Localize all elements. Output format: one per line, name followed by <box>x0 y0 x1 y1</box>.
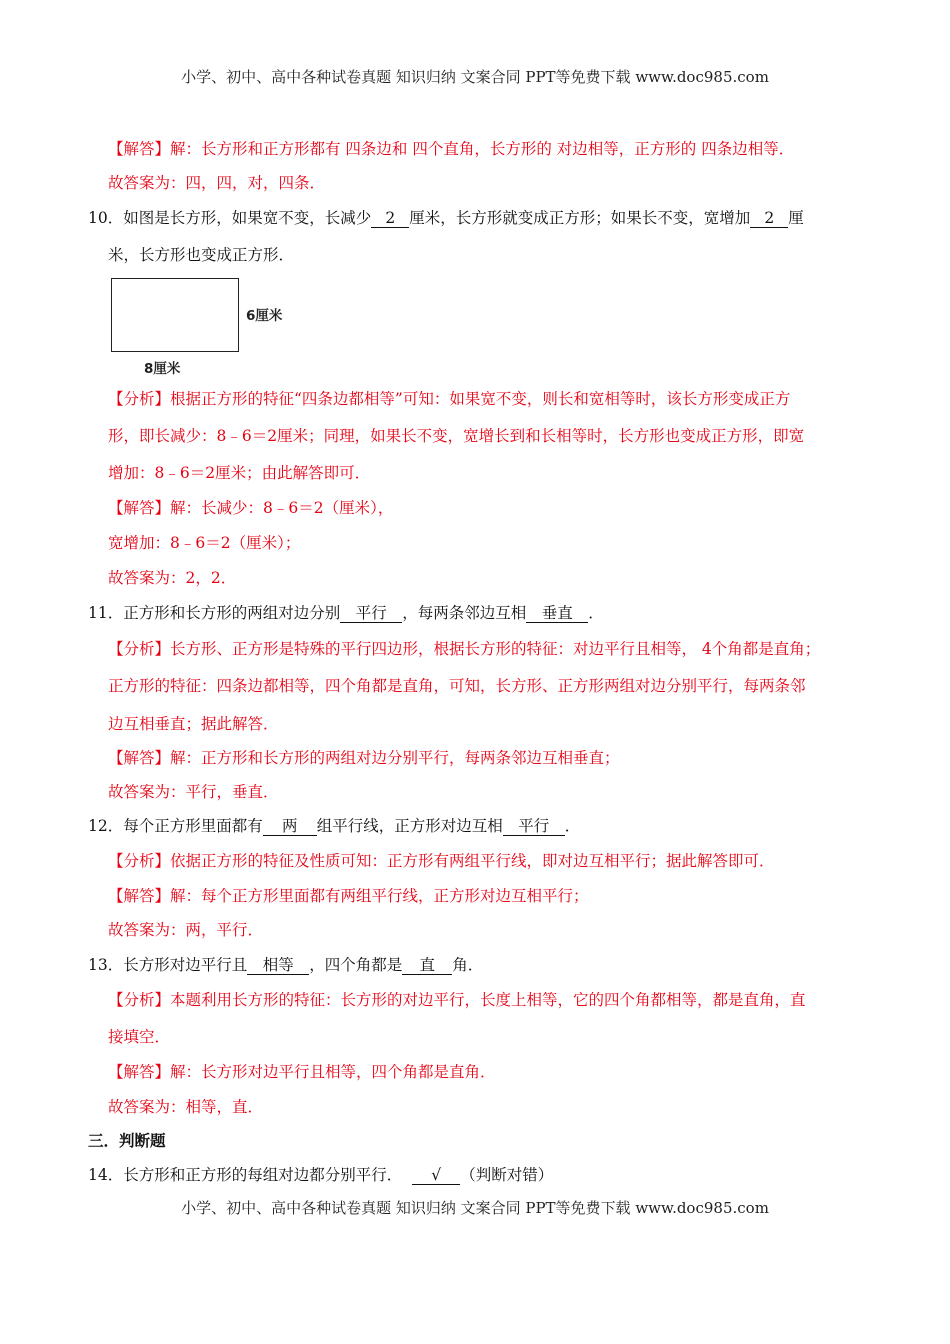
q11-stem <box>88 603 604 623</box>
q13-text-2: ，四个角都是 <box>309 956 403 974</box>
q10-text-3: 厘 <box>788 209 804 227</box>
q11-text-3: ． <box>588 604 604 622</box>
q10-answer-1: 【解答】解：长减少：8﹣6＝2（厘米）， <box>108 499 394 517</box>
q13-answer: 【解答】解：长方形对边平行且相等，四个角都是直角． <box>108 1063 496 1081</box>
q13-blank-2: 直 <box>402 956 452 975</box>
q10-final-answer: 故答案为：2，2． <box>108 569 237 587</box>
q12-blank-2: 平行 <box>503 817 565 836</box>
q11-analysis-1: 【分析】长方形、正方形是特殊的平行四边形，根据长方形的特征：对边平行且相等， 4个角都是直角； <box>108 640 821 658</box>
q12-text-1: 每个正方形里面都有 <box>123 817 263 835</box>
q10-analysis-3: 增加：8﹣6＝2厘米；由此解答即可． <box>108 464 371 482</box>
q10-blank-1: 2 <box>371 209 409 228</box>
q12-final-answer: 故答案为：两，平行． <box>108 921 264 939</box>
q10-stem-cont: 米，长方形也变成正方形． <box>108 246 295 264</box>
q11-answer: 【解答】解：正方形和长方形的两组对边分别平行，每两条邻边互相垂直； <box>108 749 620 767</box>
q14-number: 14． <box>88 1166 124 1184</box>
width-label: 6厘米 <box>246 308 283 324</box>
q14-text-1: 长方形和正方形的每组对边都分别平行． <box>123 1166 403 1184</box>
q12-number: 12． <box>88 817 124 835</box>
q10-blank-2: 2 <box>750 209 788 228</box>
q14-text-2: （判断对错） <box>460 1166 554 1184</box>
q10-stem <box>88 208 804 228</box>
q9-final-answer: 故答案为：四，四，对，四条． <box>108 174 326 192</box>
q11-blank-2: 垂直 <box>526 604 588 623</box>
q10-number: 10． <box>88 209 124 227</box>
q11-text-2: ，每两条邻边互相 <box>402 604 527 622</box>
q13-analysis-2: 接填空． <box>108 1028 171 1046</box>
q11-number: 11． <box>88 604 124 622</box>
q12-stem <box>88 816 580 836</box>
q11-final-answer: 故答案为：平行，垂直． <box>108 783 279 801</box>
q12-analysis: 【分析】依据正方形的特征及性质可知：正方形有两组平行线，即对边互相平行；据此解答即可． <box>108 852 775 870</box>
q10-text-2: 厘米，长方形就变成正方形；如果长不变，宽增加 <box>409 209 751 227</box>
q13-blank-1: 相等 <box>247 956 309 975</box>
q13-text-1: 长方形对边平行且 <box>123 956 248 974</box>
q10-analysis-1: 【分析】根据正方形的特征“四条边都相等”可知：如果宽不变，则长和宽相等时，该长方形变成正方 <box>108 390 791 408</box>
q11-blank-1: 平行 <box>340 604 402 623</box>
q10-text-1: 如图是长方形，如果宽不变，长减少 <box>123 209 372 227</box>
q12-text-3: ． <box>564 817 581 835</box>
q13-final-answer: 故答案为：相等，直． <box>108 1098 264 1116</box>
page-footer: 小学、初中、高中各种试卷真题 知识归纳 文案合同 PPT等免费下载 www.doc985.com <box>181 1199 769 1217</box>
q11-analysis-3: 边互相垂直；据此解答． <box>108 715 279 733</box>
q14-stem <box>88 1165 553 1185</box>
q10-analysis-2: 形，即长减少：8﹣6＝2厘米；同理，如果长不变，宽增长到和长相等时，长方形也变成正方形，即宽 <box>108 427 805 445</box>
q13-stem <box>88 955 483 975</box>
q12-answer: 【解答】解：每个正方形里面都有两组平行线，正方形对边互相平行； <box>108 887 589 905</box>
q13-number: 13． <box>88 956 124 974</box>
q12-text-2: 组平行线，正方形对边互相 <box>316 817 503 835</box>
length-label: 8厘米 <box>144 361 181 377</box>
q12-blank-1: 两 <box>263 817 317 836</box>
q13-text-3: 角． <box>452 956 484 974</box>
q14-blank: √ <box>412 1166 460 1185</box>
page-header: 小学、初中、高中各种试卷真题 知识归纳 文案合同 PPT等免费下载 www.doc985.com <box>181 68 769 86</box>
q11-analysis-2: 正方形的特征：四条边都相等，四个角都是直角，可知，长方形、正方形两组对边分别平行，每两条邻 <box>108 677 806 695</box>
q11-text-1: 正方形和长方形的两组对边分别 <box>123 604 341 622</box>
q10-answer-2: 宽增加：8﹣6＝2（厘米）； <box>108 534 301 552</box>
q13-analysis-1: 【分析】本题利用长方形的特征：长方形的对边平行，长度上相等，它的四个角都相等，都是直角，直 <box>108 991 806 1009</box>
section-title: 三．判断题 <box>88 1131 166 1150</box>
q9-answer: 【解答】解：长方形和正方形都有 四条边和 四个直角，长方形的 对边相等，正方形的 四条边相等． <box>108 140 795 158</box>
rectangle-figure <box>111 278 239 352</box>
